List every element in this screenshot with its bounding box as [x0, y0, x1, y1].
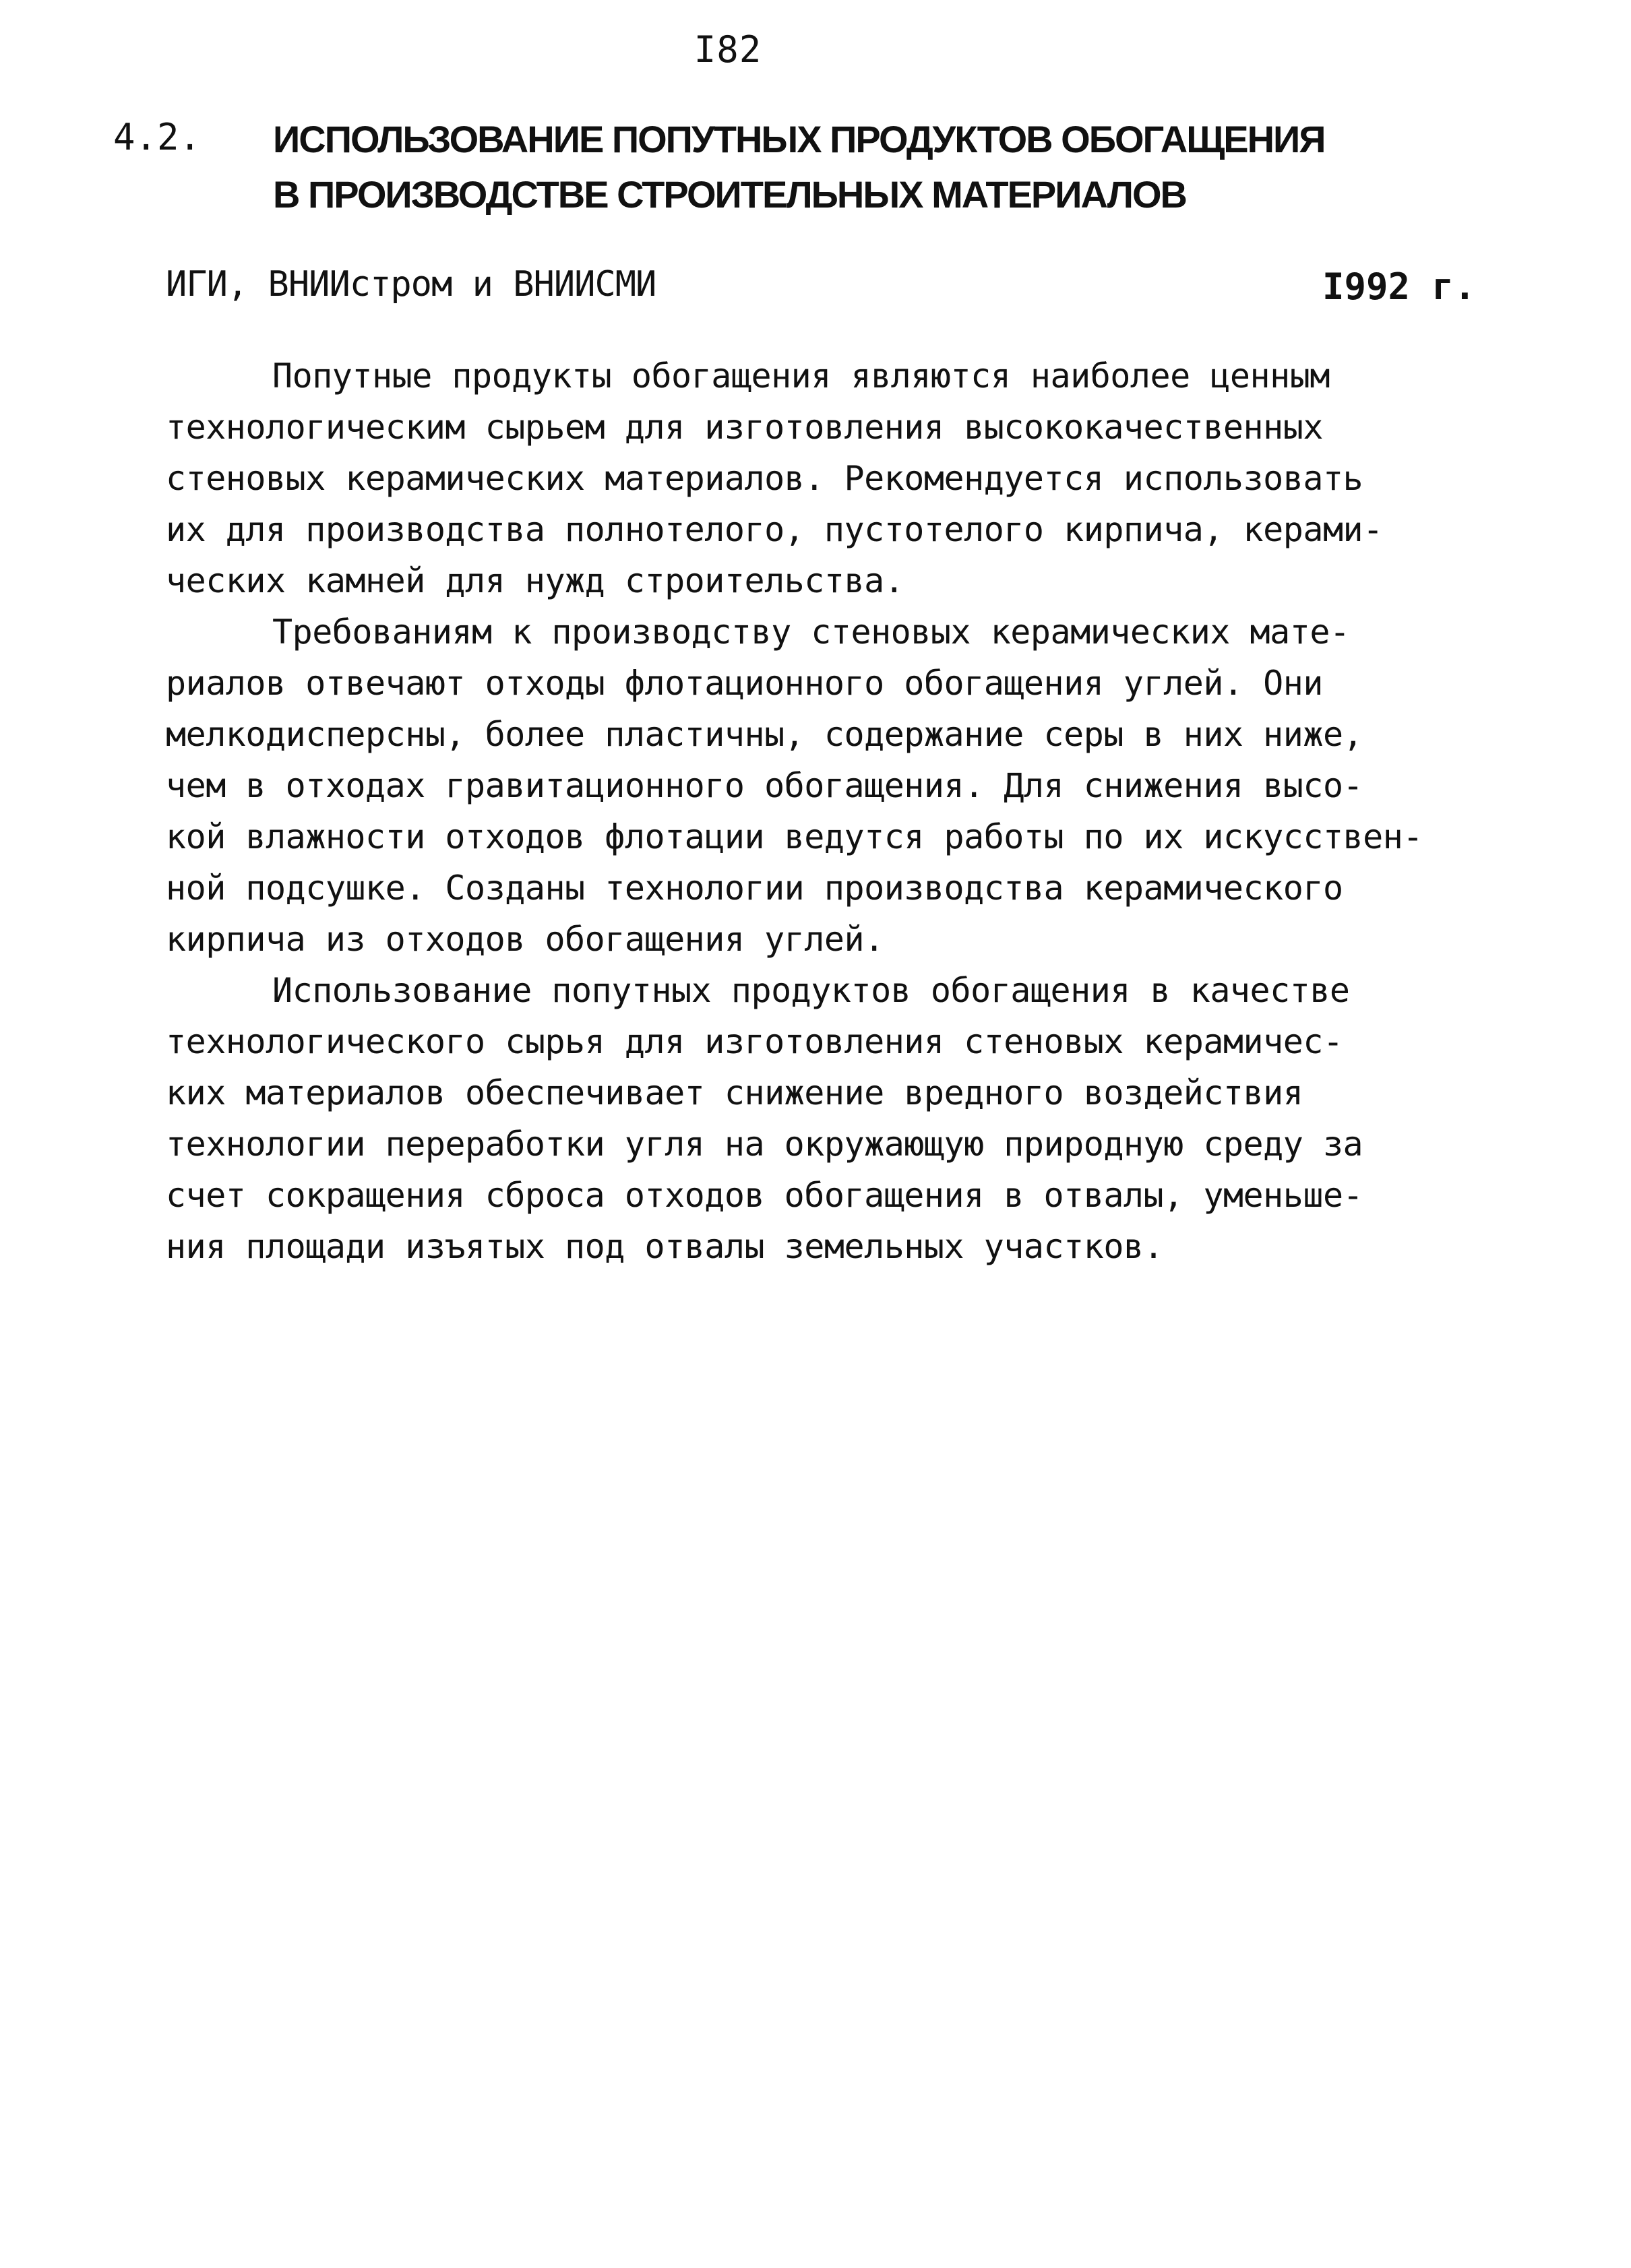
paragraph-1-line: Попутные продукты обогащения являются наиболее ценным: [272, 356, 1330, 396]
paragraph-2-line: кирпича из отходов обогащения углей.: [166, 920, 884, 959]
paragraph-1-line: ческих камней для нужд строительства.: [166, 561, 904, 600]
paragraph-2-line: Требованиям к производству стеновых керамических мате-: [272, 612, 1350, 652]
paragraph-2-line: мелкодисперсны, более пластичны, содержание серы в них ниже,: [166, 715, 1363, 754]
section-number: 4.2.: [113, 116, 202, 158]
paragraph-1-line: стеновых керамических материалов. Рекомендуется использовать: [166, 459, 1363, 498]
section-title-line: В ПРОИЗВОДСТВЕ СТРОИТЕЛЬНЫХ МАТЕРИАЛОВ: [273, 173, 1186, 216]
paragraph-3-line: ких материалов обеспечивает снижение вредного воздействия: [166, 1073, 1303, 1112]
section-title-line: ИСПОЛЬЗОВАНИЕ ПОПУТНЫХ ПРОДУКТОВ ОБОГАЩЕНИЯ: [273, 118, 1325, 160]
paragraph-3-line: счет сокращения сброса отходов обогащения в отвалы, уменьше-: [166, 1176, 1363, 1215]
paragraph-3-line: технологического сырья для изготовления стеновых керамичес-: [166, 1022, 1343, 1061]
authors: ИГИ, ВНИИстром и ВНИИСМИ: [166, 264, 656, 305]
paragraph-3-line: ния площади изъятых под отвалы земельных участков.: [166, 1227, 1164, 1266]
paragraph-1-line: их для производства полнотелого, пустотелого кирпича, керами-: [166, 510, 1383, 549]
section-title: [273, 112, 1553, 222]
page-number: I82: [694, 28, 762, 71]
paragraph-3-line: Использование попутных продуктов обогащения в качестве: [272, 971, 1350, 1010]
paragraph-2-line: кой влажности отходов флотации ведутся работы по их искусствен-: [166, 817, 1423, 856]
body-text: [166, 350, 1514, 1272]
paragraph-2-line: ной подсушке. Созданы технологии производства керамического: [166, 869, 1343, 908]
paragraph-3-line: технологии переработки угля на окружающую природную среду за: [166, 1125, 1363, 1164]
paragraph-1-line: технологическим сырьем для изготовления высококачественных: [166, 408, 1323, 447]
publication-year: I992 г.: [1322, 265, 1476, 308]
paragraph-2-line: чем в отходах гравитационного обогащения. Для снижения высо-: [166, 766, 1363, 805]
paragraph-2-line: риалов отвечают отходы флотационного обогащения углей. Они: [166, 664, 1323, 703]
